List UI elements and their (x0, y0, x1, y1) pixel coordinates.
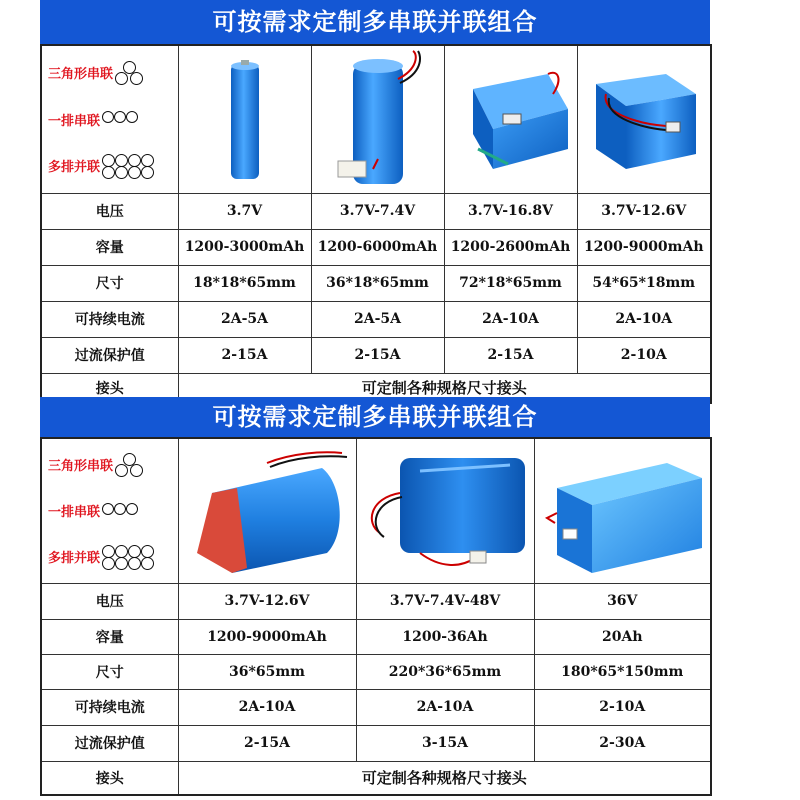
p1-size-0: 18*18*65mm (178, 265, 311, 301)
size-row (41, 265, 711, 301)
current-row (41, 689, 711, 725)
p2-overcurrent-0: 2-15A (178, 725, 356, 761)
capacity-row (41, 229, 711, 265)
battery-image-box-pack (534, 438, 711, 583)
legend-multi-row (48, 143, 178, 189)
legend-triangle-label: 三角形串联 (48, 67, 114, 83)
connection-legend (41, 438, 178, 583)
p1-overcurrent-2: 2-15A (444, 337, 577, 373)
p2-capacity-1: 1200-36Ah (356, 619, 534, 654)
p2-overcurrent-1: 3-15A (356, 725, 534, 761)
legend-multi-row-label: 多排并联 (48, 160, 101, 176)
p2-overcurrent-2: 2-30A (534, 725, 711, 761)
grid-circles-icon (102, 545, 154, 569)
triangle-circles-icon (115, 453, 145, 477)
connector-label: 接头 (41, 373, 178, 403)
p2-current-0: 2A-10A (178, 689, 356, 725)
image-row (41, 438, 711, 583)
capacity-label: 容量 (41, 619, 178, 654)
current-row (41, 301, 711, 337)
p1-current-0: 2A-5A (178, 301, 311, 337)
p1-size-1: 36*18*65mm (311, 265, 444, 301)
p2-connector-value: 可定制各种规格尺寸接头 (178, 761, 711, 795)
p2-capacity-2: 20Ah (534, 619, 711, 654)
p2-voltage-1: 3.7V-7.4V-48V (356, 583, 534, 619)
p1-size-2: 72*18*65mm (444, 265, 577, 301)
size-label: 尺寸 (41, 654, 178, 689)
p1-capacity-2: 1200-2600mAh (444, 229, 577, 265)
spec-panel-1 (40, 0, 710, 404)
overcurrent-label: 过流保护值 (41, 337, 178, 373)
row-circles-icon (102, 111, 138, 127)
battery-image-two-cell (311, 45, 444, 193)
p1-current-2: 2A-10A (444, 301, 577, 337)
legend-triangle (48, 442, 178, 488)
capacity-label: 容量 (41, 229, 178, 265)
p1-overcurrent-0: 2-15A (178, 337, 311, 373)
p2-current-1: 2A-10A (356, 689, 534, 725)
connector-row (41, 761, 711, 795)
grid-circles-icon (102, 154, 154, 178)
spec-table-1 (40, 44, 712, 404)
overcurrent-label: 过流保护值 (41, 725, 178, 761)
overcurrent-row (41, 725, 711, 761)
voltage-label: 电压 (41, 193, 178, 229)
p1-voltage-0: 3.7V (178, 193, 311, 229)
p1-overcurrent-1: 2-15A (311, 337, 444, 373)
voltage-row (41, 193, 711, 229)
p1-current-3: 2A-10A (577, 301, 711, 337)
row-circles-icon (102, 503, 138, 519)
legend-multi-row (48, 534, 178, 580)
p2-size-1: 220*36*65mm (356, 654, 534, 689)
p1-current-1: 2A-5A (311, 301, 444, 337)
spec-table-2 (40, 437, 712, 796)
spec-panel-2 (40, 397, 710, 796)
capacity-row (41, 619, 711, 654)
image-row (41, 45, 711, 193)
battery-image-large-pack (356, 438, 534, 583)
p2-voltage-2: 36V (534, 583, 711, 619)
legend-single-row (48, 488, 178, 534)
connector-label: 接头 (41, 761, 178, 795)
voltage-label: 电压 (41, 583, 178, 619)
p1-overcurrent-3: 2-10A (577, 337, 711, 373)
current-label: 可持续电流 (41, 689, 178, 725)
p1-capacity-3: 1200-9000mAh (577, 229, 711, 265)
triangle-circles-icon (115, 61, 145, 85)
legend-triangle-label: 三角形串联 (48, 459, 114, 475)
legend-triangle (48, 49, 178, 95)
overcurrent-row (41, 337, 711, 373)
p1-size-3: 54*65*18mm (577, 265, 711, 301)
battery-image-single-cell (178, 45, 311, 193)
p2-size-0: 36*65mm (178, 654, 356, 689)
p2-size-2: 180*65*150mm (534, 654, 711, 689)
size-row (41, 654, 711, 689)
p2-voltage-0: 3.7V-12.6V (178, 583, 356, 619)
p2-capacity-0: 1200-9000mAh (178, 619, 356, 654)
battery-image-triangle-pack (178, 438, 356, 583)
size-label: 尺寸 (41, 265, 178, 301)
panel-1-title: 可按需求定制多串联并联组合 (40, 0, 710, 44)
legend-single-row-label: 一排串联 (48, 113, 101, 129)
p1-capacity-0: 1200-3000mAh (178, 229, 311, 265)
battery-image-flat-pack (444, 45, 577, 193)
p2-current-2: 2-10A (534, 689, 711, 725)
panel-2-title: 可按需求定制多串联并联组合 (40, 397, 710, 437)
p1-voltage-2: 3.7V-16.8V (444, 193, 577, 229)
p1-voltage-1: 3.7V-7.4V (311, 193, 444, 229)
connection-legend (41, 45, 178, 193)
current-label: 可持续电流 (41, 301, 178, 337)
p1-voltage-3: 3.7V-12.6V (577, 193, 711, 229)
legend-single-row-label: 一排串联 (48, 505, 101, 521)
p1-connector-value: 可定制各种规格尺寸接头 (178, 373, 711, 403)
voltage-row (41, 583, 711, 619)
legend-single-row (48, 96, 178, 142)
p1-capacity-1: 1200-6000mAh (311, 229, 444, 265)
battery-image-square-pack (577, 45, 711, 193)
legend-multi-row-label: 多排并联 (48, 551, 101, 567)
